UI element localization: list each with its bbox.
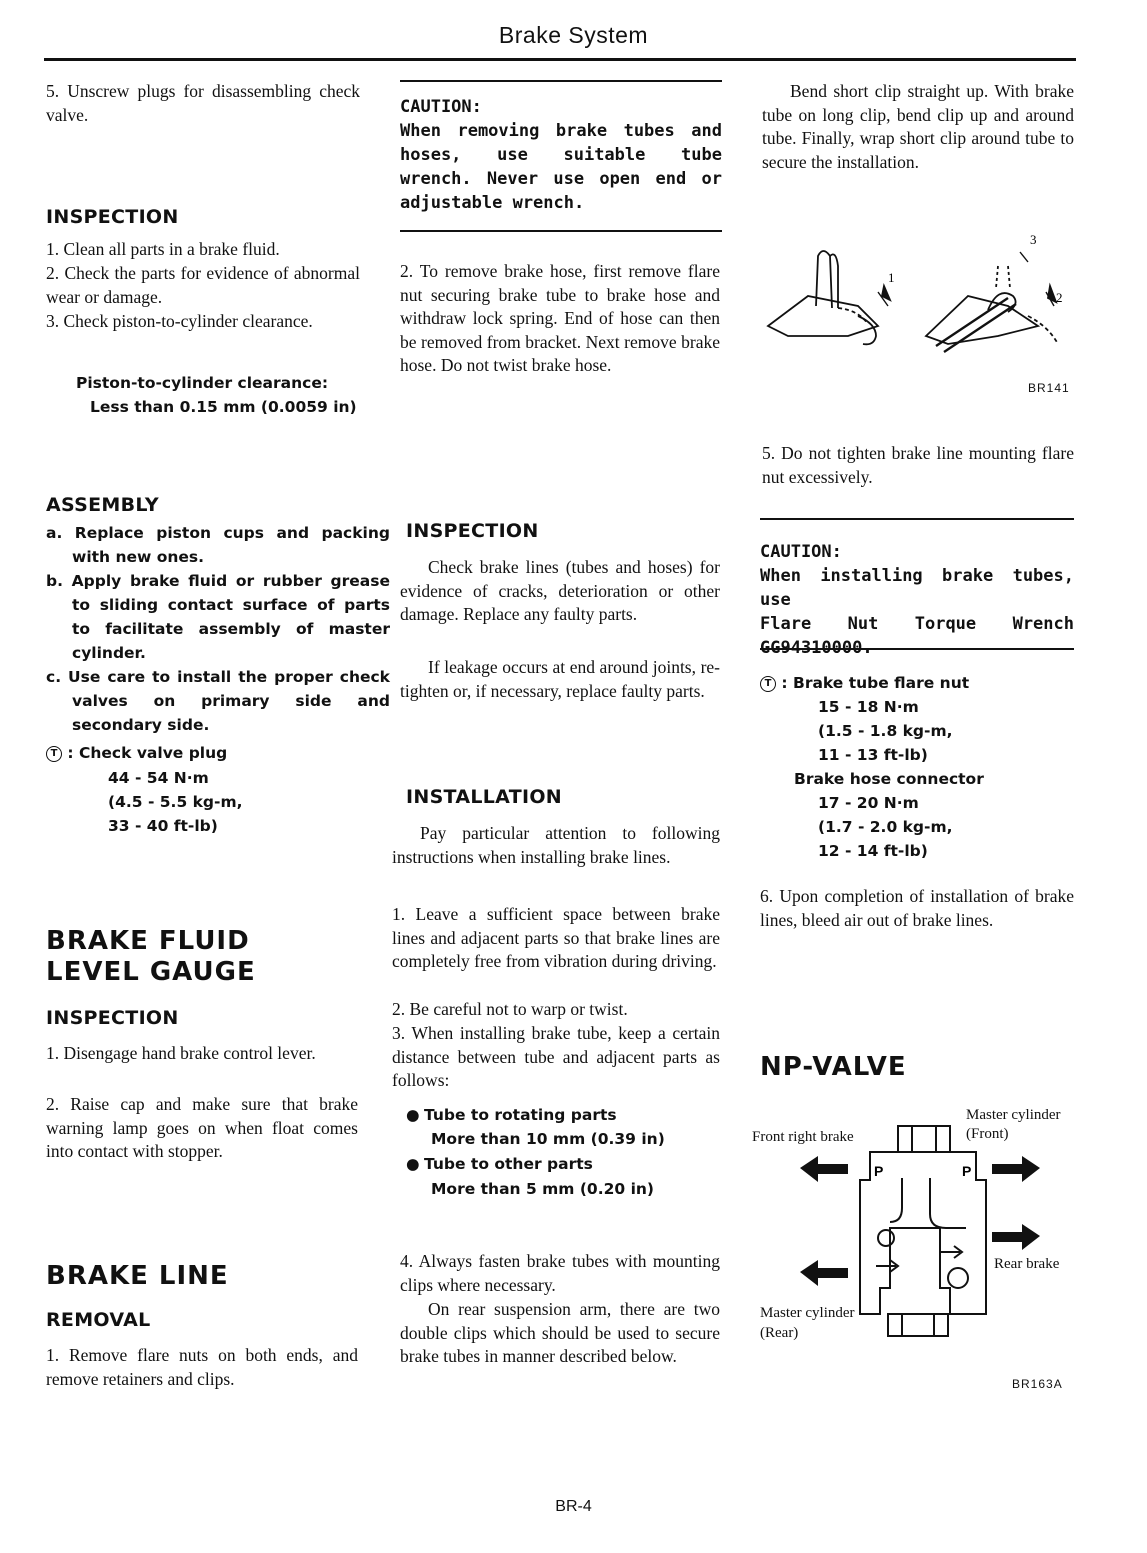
removal-heading: REMOVAL <box>46 1309 151 1331</box>
fig-label-1: 1 <box>888 270 895 285</box>
installation-step-2: 2. Be careful not to warp or twist. <box>392 999 628 1019</box>
np-valve-diagram <box>790 1118 1050 1348</box>
np-p-left-label: P <box>874 1163 884 1179</box>
np-master-front-line2: (Front) <box>966 1126 1009 1142</box>
fluid-gauge-step-1: 1. Disengage hand brake control lever. <box>46 1043 316 1063</box>
clip-installation-figure <box>758 226 1078 396</box>
assembly-step-a: a. Replace piston cups and packing with new ones. <box>46 524 390 566</box>
clearance-bullet-rotating <box>406 1104 617 1127</box>
figure-code-br163a: BR163A <box>1012 1377 1063 1391</box>
torque-icon: T <box>46 746 62 762</box>
hose-connector-label: Brake hose connector <box>794 770 984 788</box>
clearance-bullet-other <box>406 1153 593 1176</box>
clearance-value: Less than 0.15 mm (0.0059 in) <box>90 398 357 416</box>
installation-step-3: 3. When installing brake tube, keep a certain distance between tube and adjacent parts as follows: <box>392 1023 720 1090</box>
inspection-heading: INSPECTION <box>46 206 179 228</box>
installation-intro: Pay particular attention to following instructions when installing brake lines. <box>392 823 720 867</box>
removal-step-2: 2. To remove brake hose, first remove flare nut securing brake tube to brake hose and withdraw lock spring. End of hose can then be removed from bracket. Next remove brake hose. Do not twist brake hose. <box>400 261 720 375</box>
caution-text-line1: When installing brake tubes, use <box>760 566 1074 610</box>
plug-torque-nm: 44 - 54 N·m <box>108 769 209 787</box>
rear-brake-outlet-arrow <box>992 1224 1040 1250</box>
page-header: Brake System <box>498 22 649 48</box>
assembly-heading: ASSEMBLY <box>46 494 159 516</box>
flare-torque-ftlb: 11 - 13 ft-lb) <box>818 746 928 764</box>
fluid-gauge-inspection-heading: INSPECTION <box>46 1007 179 1029</box>
installation-step-1: 1. Leave a sufficient space between brake lines and adjacent parts so that brake lines are completely free from vibration during driving. <box>392 904 720 971</box>
plug-label: : Check valve plug <box>67 744 228 762</box>
assembly-step-c: c. Use care to install the proper check valves on primary side and secondary side. <box>46 668 390 734</box>
hose-torque-kgm: (1.7 - 2.0 kg-m, <box>818 818 953 836</box>
flare-label: : Brake tube flare nut <box>781 674 970 692</box>
caution-text-line3: GG94310000. <box>760 638 873 658</box>
inspection-step-3: 3. Check piston-to-cylinder clearance. <box>46 311 313 331</box>
installation-step-6: 6. Upon completion of installation of brake lines, bleed air out of brake lines. <box>760 886 1074 930</box>
figure-code-br141: BR141 <box>1028 381 1070 395</box>
flare-torque-kgm: (1.5 - 1.8 kg-m, <box>818 722 953 740</box>
caution-box-installation <box>760 518 1074 658</box>
installation-heading: INSTALLATION <box>406 786 562 808</box>
brake-line-inspection-p2: If leakage occurs at end around joints, re-tighten or, if necessary, replace faulty parts. <box>400 657 720 701</box>
caution-text: When removing brake tubes and hoses, use suitable tube wrench. Never use open end or adjustable wrench. <box>400 121 722 213</box>
installation-step-4-detail: On rear suspension arm, there are two double clips which should be used to secure brake tubes in manner described below. <box>400 1299 720 1366</box>
step-5-text: 5. Unscrew plugs for disassembling check valve. <box>46 81 360 125</box>
caution-title-2: CAUTION: <box>760 542 842 562</box>
installation-step-5: 5. Do not tighten brake line mounting flare nut excessively. <box>762 443 1074 487</box>
np-master-rear-line2: (Rear) <box>760 1325 799 1341</box>
header-rule <box>44 58 1076 61</box>
brake-line-inspection-heading: INSPECTION <box>406 520 539 542</box>
np-master-rear-line1: Master cylinder <box>760 1305 855 1321</box>
rotating-value: More than 10 mm (0.39 in) <box>431 1130 665 1148</box>
installation-step-4: 4. Always fasten brake tubes with mounting clips where necessary. <box>400 1251 720 1295</box>
bullet-icon: ● <box>406 1155 420 1173</box>
fig-label-3: 3 <box>1030 232 1037 247</box>
hose-torque-ftlb: 12 - 14 ft-lb) <box>818 842 928 860</box>
brake-fluid-heading-line1: BRAKE FLUID <box>46 926 250 956</box>
rotating-label: Tube to rotating parts <box>424 1106 617 1124</box>
bullet-icon: ● <box>406 1106 420 1124</box>
flare-nut-torque <box>760 672 969 695</box>
hose-torque-nm: 17 - 20 N·m <box>818 794 919 812</box>
other-label: Tube to other parts <box>424 1155 593 1173</box>
plug-torque-ftlb: 33 - 40 ft-lb) <box>108 817 218 835</box>
np-rear-brake-label: Rear brake <box>994 1256 1060 1272</box>
inspection-step-2: 2. Check the parts for evidence of abnormal wear or damage. <box>46 263 360 307</box>
fig-label-2: 2 <box>1056 290 1063 305</box>
caution-title: CAUTION: <box>400 97 482 117</box>
fluid-gauge-step-2: 2. Raise cap and make sure that brake warning lamp goes on when float comes into contact with stopper. <box>46 1094 358 1161</box>
check-valve-plug-torque <box>46 742 227 765</box>
rear-inlet-arrow <box>800 1260 848 1286</box>
brake-line-inspection-p1: Check brake lines (tubes and hoses) for evidence of cracks, deterioration or other damage. Replace any faulty parts. <box>400 557 720 624</box>
caution-text-line2: Flare Nut Torque Wrench <box>760 614 1074 634</box>
flare-torque-nm: 15 - 18 N·m <box>818 698 919 716</box>
removal-step-1: 1. Remove flare nuts on both ends, and remove retainers and clips. <box>46 1345 358 1389</box>
front-inlet-arrow <box>992 1156 1040 1182</box>
assembly-step-b: b. Apply brake fluid or rubber grease to sliding contact surface of parts to facilitate assembly of master cylinder. <box>46 572 390 662</box>
np-p-right-label: P <box>962 1163 972 1179</box>
torque-icon: T <box>760 676 776 692</box>
clip-instructions: Bend short clip straight up. With brake tube on long clip, bend clip up and around tube. Finally, wrap short clip around tube to secure the installation. <box>762 81 1074 172</box>
np-front-right-label: Front right brake <box>752 1129 854 1145</box>
plug-torque-kgm: (4.5 - 5.5 kg-m, <box>108 793 243 811</box>
np-valve-heading: NP-VALVE <box>760 1052 907 1082</box>
caution-box-removal <box>400 80 722 232</box>
inspection-step-1: 1. Clean all parts in a brake fluid. <box>46 239 280 259</box>
other-value: More than 5 mm (0.20 in) <box>431 1180 654 1198</box>
page-number: BR-4 <box>555 1498 592 1515</box>
front-right-outlet-arrow <box>800 1156 848 1182</box>
brake-line-heading: BRAKE LINE <box>46 1261 229 1291</box>
clearance-label: Piston-to-cylinder clearance: <box>76 374 329 392</box>
brake-fluid-heading-line2: LEVEL GAUGE <box>46 957 256 987</box>
np-master-front-line1: Master cylinder <box>966 1107 1061 1123</box>
